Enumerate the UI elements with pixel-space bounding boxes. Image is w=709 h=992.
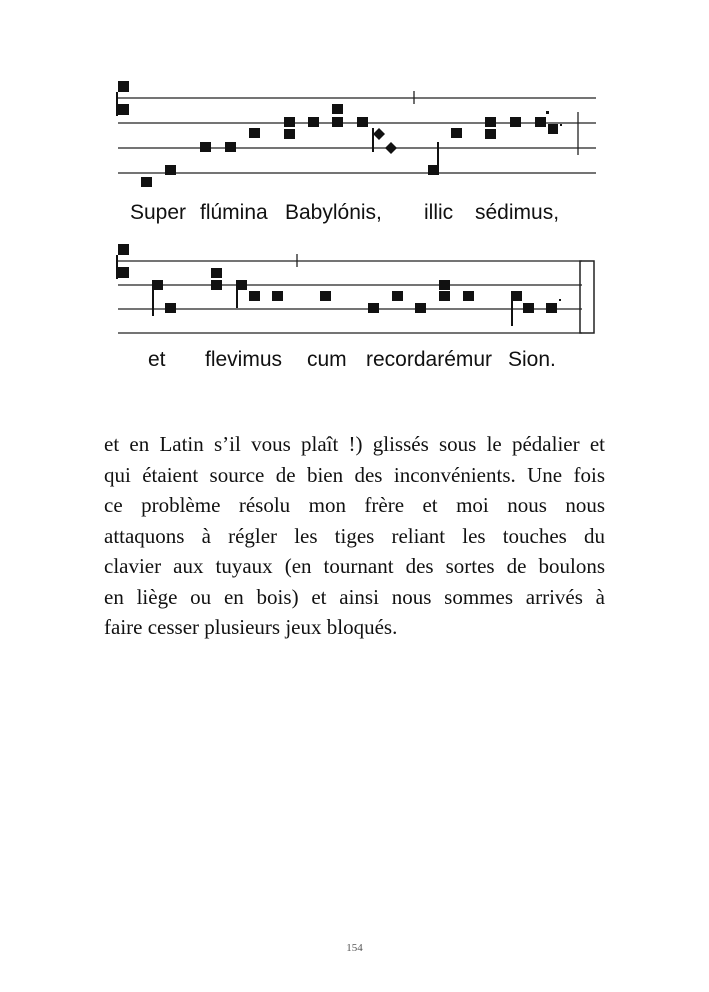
lyric-word: illic [424, 201, 454, 224]
lyric-word: Super [130, 201, 187, 224]
paragraph-line: faire cesser plusieurs jeux bloqués. [104, 615, 398, 639]
page-number: 154 [346, 942, 363, 954]
body-paragraph [104, 429, 605, 643]
lyric-word: Sion. [508, 348, 556, 371]
paragraph-line: ce problème résolu mon frère et moi nous nous [104, 493, 605, 517]
paragraph-line: clavier aux tuyaux (en tournant des sortes de boulons [104, 554, 605, 578]
lyric-word: Babylónis, [285, 201, 382, 224]
lyric-word: sédimus, [475, 201, 560, 224]
lyric-word: et [148, 348, 166, 371]
paragraph-line: attaquons à régler les tiges reliant les touches du [104, 523, 605, 548]
lyric-word: flevimus [205, 348, 283, 371]
staff-1 [118, 91, 596, 173]
neumes-1 [141, 104, 562, 187]
lyrics-1 [130, 201, 559, 224]
lyric-word: flúmina [200, 201, 268, 224]
lyrics-2 [148, 348, 556, 371]
paragraph-line: en liège ou en bois) et ainsi nous sommes arrivés à [104, 584, 605, 609]
paragraph-line: qui étaient source de bien des inconvénients. Une fois [104, 462, 605, 487]
paragraph-line: et en Latin s’il vous plaît !) glissés sous le pédalier et [104, 432, 605, 456]
staff-2 [118, 254, 594, 333]
neumes-2 [152, 268, 561, 326]
lyric-word: cum [307, 348, 347, 371]
lyric-word: recordarémur [366, 348, 493, 371]
chant-score [0, 0, 709, 380]
